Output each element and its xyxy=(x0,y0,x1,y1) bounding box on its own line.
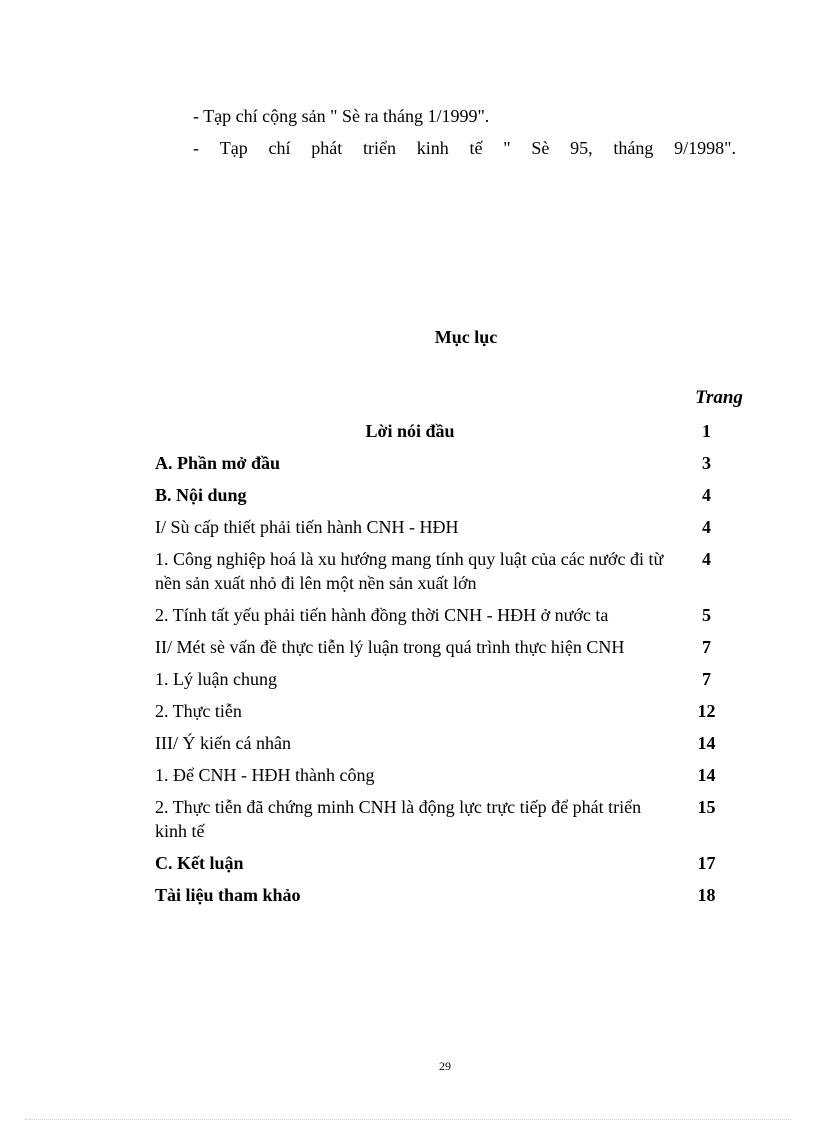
toc-entry-text: B. Nội dung xyxy=(155,485,247,505)
toc-entry xyxy=(155,483,748,507)
page-column-header: Trang xyxy=(695,387,743,408)
toc-entry-page: 14 xyxy=(697,733,716,753)
toc-entry xyxy=(155,667,748,691)
reference-2 xyxy=(193,138,736,159)
toc-entry xyxy=(155,419,748,443)
toc-entry-page: 3 xyxy=(702,453,711,473)
ref2-word: " xyxy=(503,138,511,158)
ref2-word: Tạp xyxy=(219,138,248,158)
ref2-word: kinh xyxy=(416,138,449,158)
toc-entry xyxy=(155,603,748,627)
toc-entry-page: 5 xyxy=(702,605,711,625)
toc-entry xyxy=(155,699,748,723)
page-divider xyxy=(25,1119,791,1120)
page-number: 29 xyxy=(439,1059,451,1073)
ref2-word: 9/1998". xyxy=(674,138,736,158)
ref2-word: triển xyxy=(362,138,396,158)
toc-entry-text: 1. Lý luận chung xyxy=(155,669,277,689)
toc-entry xyxy=(155,515,748,539)
ref2-word: tháng xyxy=(613,138,654,158)
toc-entry xyxy=(155,731,748,755)
ref2-word: 95, xyxy=(570,138,593,158)
toc-entry-text: C. Kết luận xyxy=(155,853,244,873)
toc-entry xyxy=(155,795,748,843)
toc-entry-page: 4 xyxy=(702,549,711,569)
toc-entry-page: 7 xyxy=(702,637,711,657)
toc-entry-page: 4 xyxy=(702,485,711,505)
toc-entry-page: 7 xyxy=(702,669,711,689)
toc-entry xyxy=(155,883,748,907)
toc-entry-page: 14 xyxy=(697,765,716,785)
toc-entry-text: 2. Thực tiễn đã chứng minh CNH là động lực trực tiếp để phát triển kinh tế xyxy=(155,797,642,841)
toc-entry-text: I/ Sù cấp thiết phải tiến hành CNH - HĐH xyxy=(155,517,459,537)
toc-entry-page: 12 xyxy=(697,701,716,721)
toc-entry-text: Tài liệu tham khảo xyxy=(155,885,301,905)
reference-1: - Tạp chí cộng sản " Sè ra tháng 1/1999". xyxy=(193,106,490,126)
toc-entry-text: II/ Mét sè vấn đề thực tiễn lý luận trong quá trình thực hiện CNH xyxy=(155,637,625,657)
toc-entry xyxy=(155,763,748,787)
toc-entry-text: A. Phần mở đầu xyxy=(155,453,280,473)
ref2-word: phát xyxy=(311,138,343,158)
toc-entry xyxy=(155,635,748,659)
toc-entry-page: 1 xyxy=(702,421,711,441)
ref2-word: Sè xyxy=(531,138,550,158)
toc-entry-page: 15 xyxy=(697,797,716,817)
toc-entry-page: 18 xyxy=(697,885,716,905)
toc-entry-text: 2. Tính tất yếu phải tiến hành đồng thời CNH - HĐH ở nước ta xyxy=(155,605,609,625)
toc-entry xyxy=(155,451,748,475)
ref2-word: - xyxy=(193,138,199,158)
toc-entry-text: Lời nói đầu xyxy=(365,421,455,441)
toc-entry-text: 2. Thực tiễn xyxy=(155,701,242,721)
toc-entry-page: 17 xyxy=(697,853,716,873)
toc-entry-text: III/ Ý kiến cá nhân xyxy=(155,733,291,753)
ref2-word: tế xyxy=(469,138,483,158)
toc-entry-page: 4 xyxy=(702,517,711,537)
toc-entry xyxy=(155,547,748,595)
toc-entry xyxy=(155,851,748,875)
toc-entry-text: 1. Công nghiệp hoá là xu hướng mang tính quy luật của các nước đi từ nền sản xuất nhỏ đi lên một nền sản xuất lớn xyxy=(155,549,664,593)
toc-entry-text: 1. Để CNH - HĐH thành công xyxy=(155,765,375,785)
ref2-word: chí xyxy=(268,138,291,158)
toc-title: Mục lục xyxy=(434,327,498,347)
